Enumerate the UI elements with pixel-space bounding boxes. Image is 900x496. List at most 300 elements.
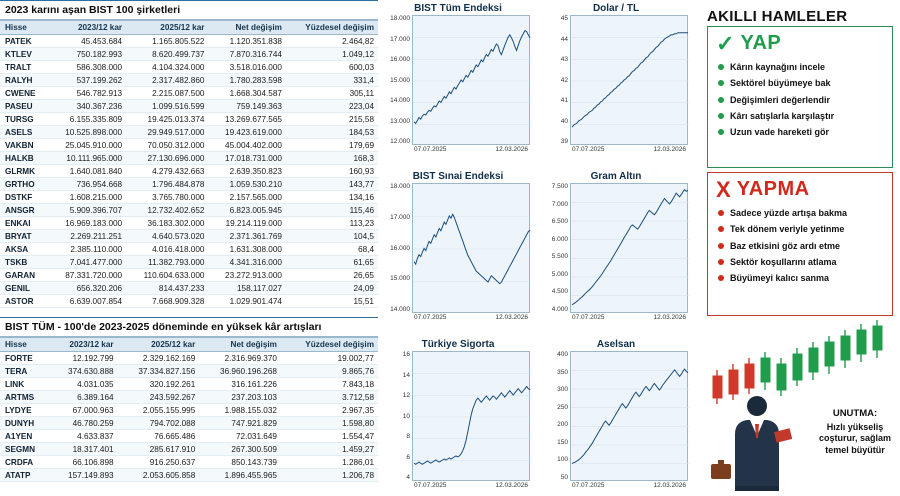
y-tick-label: 13.000 [390, 117, 410, 125]
y-tick-label: 16.000 [390, 244, 410, 252]
y-axis-labels [382, 183, 412, 313]
column-header: Yüzdesel değişim [281, 338, 378, 352]
value-cell: 168,3 [286, 152, 378, 165]
value-cell: 267.300.509 [199, 443, 281, 456]
value-cell: 237.203.103 [199, 391, 281, 404]
y-axis-labels [540, 183, 570, 313]
value-cell: 747.921.829 [199, 417, 281, 430]
y-tick-label: 50 [560, 473, 568, 481]
value-cell: 4.640.573.020 [126, 230, 208, 243]
y-tick-label: 100 [557, 456, 568, 464]
value-cell: 18.317.401 [51, 443, 118, 456]
table-row [0, 139, 378, 152]
dont-panel-title: YAPMA [736, 178, 810, 200]
value-cell: 916.250.637 [118, 456, 200, 469]
y-axis-labels [382, 351, 412, 481]
value-cell: 2.316.969.370 [199, 352, 281, 365]
y-tick-label: 40 [560, 117, 568, 125]
y-tick-label: 6 [406, 453, 410, 461]
value-cell: 1.206,78 [281, 469, 378, 482]
do-list [708, 59, 892, 141]
dont-panel [707, 172, 893, 316]
value-cell: 736.954.668 [49, 178, 126, 191]
value-cell: 7.843,18 [281, 378, 378, 391]
value-cell: 9.865,76 [281, 365, 378, 378]
ticker-cell: TURSG [0, 113, 49, 126]
value-cell: 2.317.482.860 [126, 74, 208, 87]
column-header: 2025/12 kar [118, 338, 200, 352]
table-row [0, 74, 378, 87]
chart-title: Dolar / TL [592, 3, 640, 14]
value-cell: 158.117.027 [208, 282, 285, 295]
y-tick-label: 12 [402, 392, 410, 399]
value-cell: 19.425.013.374 [126, 113, 208, 126]
value-cell: 1.120.351.838 [208, 35, 285, 48]
table-row [0, 152, 378, 165]
note-block [815, 408, 895, 456]
value-cell: 4.104.324.000 [126, 61, 208, 74]
value-cell: 1.796.484.878 [126, 178, 208, 191]
value-cell: 12.732.402.652 [126, 204, 208, 217]
table-row [0, 204, 378, 217]
table-row [0, 469, 378, 482]
ticker-cell: BRYAT [0, 230, 49, 243]
y-tick-label: 4 [406, 474, 410, 481]
value-cell: 184,53 [286, 126, 378, 139]
y-tick-label: 17.000 [390, 213, 410, 221]
y-tick-label: 39 [560, 138, 568, 145]
x-tick-label: 12.03.2026 [495, 482, 528, 489]
value-cell: 36.960.196.268 [199, 365, 281, 378]
value-cell: 331,4 [286, 74, 378, 87]
value-cell: 24,09 [286, 282, 378, 295]
x-tick-label: 07.07.2025 [572, 146, 605, 153]
y-tick-label: 4.500 [551, 288, 568, 296]
table-row [0, 126, 378, 139]
value-cell: 87.331.720.000 [49, 269, 126, 282]
value-cell: 4.633.837 [51, 430, 118, 443]
table-row [0, 178, 378, 191]
value-cell: 1.896.455.965 [199, 469, 281, 482]
column-header: Yüzdesel değişim [286, 21, 378, 35]
table-row [0, 100, 378, 113]
value-cell: 25.045.910.000 [49, 139, 126, 152]
value-cell: 285.617.910 [118, 443, 200, 456]
y-tick-label: 41 [560, 97, 568, 104]
table-body [0, 35, 378, 308]
value-cell: 1.049,12 [286, 48, 378, 61]
table-header-row [0, 21, 378, 35]
column-header: Hisse [0, 338, 51, 352]
value-cell: 1.640.081.840 [49, 165, 126, 178]
chart-title: Gram Altın [590, 171, 642, 182]
y-tick-label: 5.000 [551, 270, 568, 278]
do-panel [707, 26, 893, 168]
value-cell: 1.286,01 [281, 456, 378, 469]
plot-area [570, 15, 688, 145]
value-cell: 1.988.155.032 [199, 404, 281, 417]
do-panel-header [708, 27, 892, 57]
value-cell: 17.018.731.000 [208, 152, 285, 165]
table-row [0, 456, 378, 469]
chart-bist-sinai-endeksi [382, 168, 534, 321]
y-tick-label: 5.500 [551, 253, 568, 261]
y-tick-label: 14.000 [390, 97, 410, 104]
x-tick-label: 12.03.2026 [495, 146, 528, 153]
value-cell: 1.598,80 [281, 417, 378, 430]
ticker-cell: TRALT [0, 61, 49, 74]
column-header: Hisse [0, 21, 49, 35]
value-cell: 19.214.119.000 [208, 217, 285, 230]
chart-bist-tum-endeksi [382, 0, 534, 153]
x-axis-labels [570, 481, 688, 489]
chart-title: Aselsan [596, 339, 636, 350]
plot-area [412, 15, 530, 145]
y-tick-label: 45 [560, 15, 568, 22]
x-tick-label: 12.03.2026 [653, 146, 686, 153]
ticker-cell: AKSA [0, 243, 49, 256]
y-axis-labels [540, 351, 570, 481]
y-tick-label: 350 [557, 368, 568, 376]
ticker-cell: ANSGR [0, 204, 49, 217]
chart-title: BIST Tüm Endeksi [414, 3, 502, 14]
dont-panel-header [708, 173, 892, 203]
y-tick-label: 8 [406, 433, 410, 440]
value-cell: 29.949.517.000 [126, 126, 208, 139]
value-cell: 76.665.486 [118, 430, 200, 443]
x-tick-label: 12.03.2026 [653, 314, 686, 321]
value-cell: 2.967,35 [281, 404, 378, 417]
ticker-cell: ASTOR [0, 295, 49, 308]
value-cell: 215,58 [286, 113, 378, 126]
x-tick-label: 12.03.2026 [653, 482, 686, 489]
value-cell: 4.341.316.000 [208, 256, 285, 269]
value-cell: 68,4 [286, 243, 378, 256]
table-row [0, 430, 378, 443]
y-tick-label: 6.000 [551, 235, 568, 243]
value-cell: 1.554,47 [281, 430, 378, 443]
value-cell: 7.870.316.744 [208, 48, 285, 61]
table-2-title: BIST TÜM - 100'de 2023-2025 döneminde en yüksek kâr artışları [0, 317, 378, 337]
ticker-cell: GENIL [0, 282, 49, 295]
chart-title: BIST Sınai Endeksi [412, 171, 504, 182]
list-item: Değişimleri değerlendir [718, 92, 886, 108]
y-tick-label: 7.000 [551, 200, 568, 208]
value-cell: 1.059.530.210 [208, 178, 285, 191]
table-row [0, 230, 378, 243]
ticker-cell: ENKAI [0, 217, 49, 230]
y-tick-label: 18.000 [390, 15, 410, 22]
table-row [0, 365, 378, 378]
value-cell: 72.031.649 [199, 430, 281, 443]
column-header: 2025/12 kar [126, 21, 208, 35]
table-row [0, 113, 378, 126]
table-row [0, 295, 378, 308]
y-tick-label: 44 [560, 35, 568, 43]
tips-headline: AKILLI HAMLELER [707, 8, 848, 25]
value-cell: 759.149.363 [208, 100, 285, 113]
plot-area [570, 183, 688, 313]
value-cell: 1.631.308.000 [208, 243, 285, 256]
y-tick-label: 16.000 [390, 56, 410, 63]
charts-column [382, 0, 693, 491]
x-axis-labels [412, 481, 530, 489]
table-row [0, 243, 378, 256]
table-row [0, 48, 378, 61]
value-cell: 537.199.262 [49, 74, 126, 87]
ticker-cell: LINK [0, 378, 51, 391]
tips-panel [697, 0, 900, 491]
value-cell: 1.029.901.474 [208, 295, 285, 308]
table-header-row [0, 338, 378, 352]
y-tick-label: 14 [402, 371, 410, 379]
value-cell: 6.823.005.945 [208, 204, 285, 217]
value-cell: 115,46 [286, 204, 378, 217]
value-cell: 4.016.418.000 [126, 243, 208, 256]
ticker-cell: DUNYH [0, 417, 51, 430]
value-cell: 3.518.016.000 [208, 61, 285, 74]
value-cell: 1.608.215.000 [49, 191, 126, 204]
table-row [0, 404, 378, 417]
value-cell: 5.909.396.707 [49, 204, 126, 217]
table-row [0, 61, 378, 74]
column-header: 2023/12 kar [49, 21, 126, 35]
ticker-cell: GRTHO [0, 178, 49, 191]
ticker-cell: FORTE [0, 352, 51, 365]
table-row [0, 417, 378, 430]
ticker-cell: ASELS [0, 126, 49, 139]
value-cell: 2.055.155.995 [118, 404, 200, 417]
value-cell: 8.620.499.737 [126, 48, 208, 61]
value-cell: 2.269.211.251 [49, 230, 126, 243]
y-tick-label: 6.500 [551, 218, 568, 226]
table-row [0, 35, 378, 48]
y-tick-label: 4.000 [551, 305, 568, 313]
value-cell: 4.031.035 [51, 378, 118, 391]
value-cell: 157.149.893 [51, 469, 118, 482]
ticker-cell: CWENE [0, 87, 49, 100]
do-panel-title: YAP [740, 32, 782, 54]
ticker-cell: ATATP [0, 469, 51, 482]
ticker-cell: GARAN [0, 269, 49, 282]
column-header: 2023/12 kar [51, 338, 118, 352]
y-tick-label: 16 [402, 351, 410, 358]
value-cell: 1.780.283.598 [208, 74, 285, 87]
value-cell: 13.269.677.565 [208, 113, 285, 126]
value-cell: 2.157.565.000 [208, 191, 285, 204]
list-item: Baz etkisini göz ardı etme [718, 238, 886, 254]
table-row [0, 391, 378, 404]
value-cell: 6.155.335.809 [49, 113, 126, 126]
value-cell: 10.111.965.000 [49, 152, 126, 165]
value-cell: 70.050.312.000 [126, 139, 208, 152]
list-item: Kârı satışlarla karşılaştır [718, 108, 886, 124]
dont-list [708, 205, 892, 287]
value-cell: 45.004.402.000 [208, 139, 285, 152]
y-tick-label: 15.000 [390, 76, 410, 84]
value-cell: 374.630.888 [51, 365, 118, 378]
cross-icon: X [716, 176, 731, 202]
table-1-title: 2023 karını aşan BIST 100 şirketleri [0, 0, 378, 20]
value-cell: 179,69 [286, 139, 378, 152]
table-row [0, 352, 378, 365]
ticker-cell: GLRMK [0, 165, 49, 178]
value-cell: 320.192.261 [118, 378, 200, 391]
chart-title: Türkiye Sigorta [421, 339, 495, 350]
value-cell: 1.668.304.587 [208, 87, 285, 100]
value-cell: 546.782.913 [49, 87, 126, 100]
ticker-cell: LYDYE [0, 404, 51, 417]
ticker-cell: HALKB [0, 152, 49, 165]
ticker-cell: VAKBN [0, 139, 49, 152]
x-tick-label: 07.07.2025 [572, 314, 605, 321]
plot-area [570, 351, 688, 481]
ticker-cell: PATEK [0, 35, 49, 48]
value-cell: 850.143.739 [199, 456, 281, 469]
value-cell: 243.592.267 [118, 391, 200, 404]
value-cell: 113,23 [286, 217, 378, 230]
x-axis-labels [570, 313, 688, 321]
y-tick-label: 150 [557, 438, 568, 446]
ticker-cell: TSKB [0, 256, 49, 269]
table-body [0, 352, 378, 482]
y-tick-label: 15.000 [390, 275, 410, 283]
value-cell: 6.639.007.854 [49, 295, 126, 308]
value-cell: 19.002,77 [281, 352, 378, 365]
table-row [0, 443, 378, 456]
value-cell: 2.371.361.769 [208, 230, 285, 243]
value-cell: 656.320.206 [49, 282, 126, 295]
table-spacer [0, 308, 378, 317]
list-item: Sektörel büyümeye bak [718, 75, 886, 91]
x-tick-label: 07.07.2025 [414, 482, 447, 489]
value-cell: 3.712,58 [281, 391, 378, 404]
value-cell: 143,77 [286, 178, 378, 191]
list-item: Tek dönem veriyle yetinme [718, 221, 886, 237]
note-text: Hızlı yükseliş coşturur, sağlam temel büyütür [818, 422, 892, 455]
plot-area [412, 351, 530, 481]
ticker-cell: CRDFA [0, 456, 51, 469]
ticker-cell: RALYH [0, 74, 49, 87]
value-cell: 66.106.898 [51, 456, 118, 469]
y-tick-label: 17.000 [390, 35, 410, 43]
column-header: Net değişim [199, 338, 281, 352]
x-tick-label: 07.07.2025 [414, 314, 447, 321]
table-row [0, 282, 378, 295]
value-cell: 67.000.963 [51, 404, 118, 417]
ticker-cell: ARTMS [0, 391, 51, 404]
value-cell: 2.053.605.858 [118, 469, 200, 482]
x-axis-labels [412, 313, 530, 321]
value-cell: 1.099.516.599 [126, 100, 208, 113]
column-header: Net değişim [208, 21, 285, 35]
y-axis-labels [540, 15, 570, 145]
y-tick-label: 14.000 [390, 306, 410, 313]
value-cell: 16.969.183.000 [49, 217, 126, 230]
value-cell: 316.161.226 [199, 378, 281, 391]
value-cell: 10.525.898.000 [49, 126, 126, 139]
chart-turkiye-sigorta [382, 336, 534, 489]
ticker-cell: TERA [0, 365, 51, 378]
value-cell: 750.182.993 [49, 48, 126, 61]
y-tick-label: 12.000 [390, 138, 410, 145]
table-row [0, 191, 378, 204]
y-tick-label: 43 [560, 56, 568, 63]
value-cell: 340.367.236 [49, 100, 126, 113]
ticker-cell: A1YEN [0, 430, 51, 443]
value-cell: 37.334.827.156 [118, 365, 200, 378]
x-axis-labels [412, 145, 530, 153]
value-cell: 27.130.696.000 [126, 152, 208, 165]
y-tick-label: 18.000 [390, 183, 410, 190]
x-tick-label: 12.03.2026 [495, 314, 528, 321]
chart-dolar-tl [540, 0, 692, 153]
y-tick-label: 10 [402, 412, 410, 420]
x-tick-label: 07.07.2025 [572, 482, 605, 489]
note-title: UNUTMA: [832, 408, 878, 419]
ticker-cell: DSTKF [0, 191, 49, 204]
value-cell: 23.272.913.000 [208, 269, 285, 282]
y-tick-label: 250 [557, 403, 568, 411]
x-axis-labels [570, 145, 688, 153]
table-row [0, 269, 378, 282]
list-item: Sadece yüzde artışa bakma [718, 205, 886, 221]
value-cell: 2.464,82 [286, 35, 378, 48]
ticker-cell: KTLEV [0, 48, 49, 61]
ticker-cell: PASEU [0, 100, 49, 113]
value-cell: 26,65 [286, 269, 378, 282]
ticker-cell: SEGMN [0, 443, 51, 456]
businessman-illustration [705, 390, 815, 491]
table-highest-profit-growth [0, 337, 378, 482]
value-cell: 3.765.780.000 [126, 191, 208, 204]
value-cell: 46.780.259 [51, 417, 118, 430]
value-cell: 19.423.619.000 [208, 126, 285, 139]
value-cell: 586.308.000 [49, 61, 126, 74]
value-cell: 1.165.805.522 [126, 35, 208, 48]
y-tick-label: 400 [557, 351, 568, 358]
table-row [0, 165, 378, 178]
value-cell: 2.215.087.500 [126, 87, 208, 100]
list-item: Büyümeyi kalıcı sanma [718, 270, 886, 286]
value-cell: 6.389.164 [51, 391, 118, 404]
tables-column [0, 0, 378, 491]
value-cell: 814.437.233 [126, 282, 208, 295]
value-cell: 134,16 [286, 191, 378, 204]
y-axis-labels [382, 15, 412, 145]
value-cell: 2.639.350.823 [208, 165, 285, 178]
value-cell: 11.382.793.000 [126, 256, 208, 269]
value-cell: 160,93 [286, 165, 378, 178]
value-cell: 2.385.110.000 [49, 243, 126, 256]
value-cell: 7.041.477.000 [49, 256, 126, 269]
table-row [0, 217, 378, 230]
table-bist100-exceeding [0, 20, 378, 308]
y-tick-label: 7.500 [551, 183, 568, 190]
plot-area [412, 183, 530, 313]
value-cell: 600,03 [286, 61, 378, 74]
value-cell: 2.329.162.169 [118, 352, 200, 365]
value-cell: 794.702.088 [118, 417, 200, 430]
value-cell: 36.183.302.000 [126, 217, 208, 230]
value-cell: 15,51 [286, 295, 378, 308]
value-cell: 45.453.684 [49, 35, 126, 48]
chart-gram-altin [540, 168, 692, 321]
y-tick-label: 300 [557, 386, 568, 394]
table-row [0, 256, 378, 269]
y-tick-label: 200 [557, 421, 568, 429]
value-cell: 61,65 [286, 256, 378, 269]
